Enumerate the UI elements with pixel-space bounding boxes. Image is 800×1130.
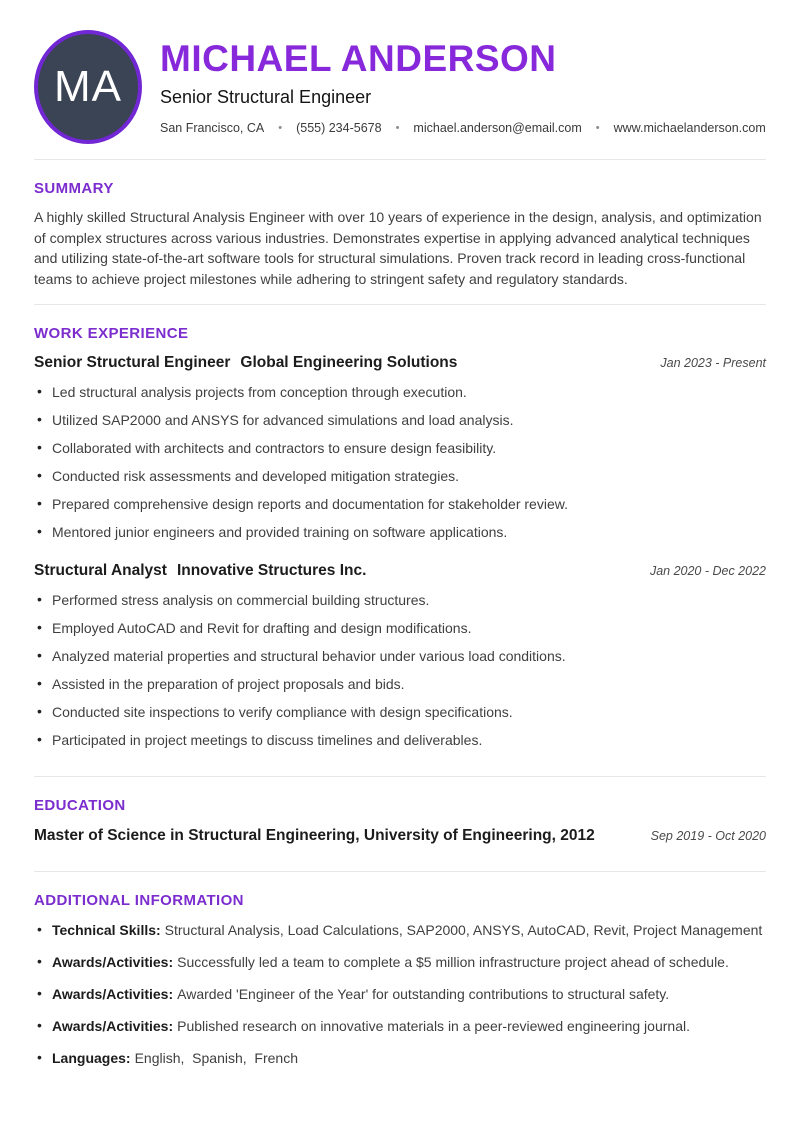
job-bullet-list: [34, 382, 766, 542]
job-header: [34, 354, 766, 372]
list-item: [34, 466, 766, 486]
job-title-company: [34, 354, 457, 372]
list-item: [34, 438, 766, 458]
list-item: [34, 382, 766, 402]
bullet-text: Collaborated with architects and contractors to ensure design feasibility.: [52, 440, 497, 456]
bullet-text: Analyzed material properties and structural behavior under various load conditions.: [52, 648, 566, 664]
bullet-text: Prepared comprehensive design reports and documentation for stakeholder review.: [52, 496, 568, 512]
separator-dot: •: [395, 122, 400, 134]
work-experience-heading: WORK EXPERIENCE: [34, 325, 189, 342]
summary-section: [34, 159, 766, 289]
summary-heading: SUMMARY: [34, 180, 114, 197]
item-text: Successfully led a team to complete a $5 million infrastructure project ahead of schedule.: [177, 954, 729, 970]
item-label: Technical Skills:: [52, 922, 161, 938]
summary-text: A highly skilled Structural Analysis Engineer with over 10 years of experience in the design, analysis, and optimization of complex structures across various industries. Demonstrates expertise in applying advanced analytical techniques and utilizing state-of-the-art software tools for structural simulations. Proven track record in leading cross-functional teams to achieve project milestones while adhering to stringent safety and regulatory standards.: [34, 209, 762, 287]
item-label: Awards/Activities:: [52, 986, 174, 1002]
candidate-name: MICHAEL ANDERSON: [160, 38, 557, 79]
job-role: Senior Structural Engineer: [34, 354, 231, 371]
list-item: [34, 522, 766, 542]
education-degree: Master of Science in Structural Engineering, University of Engineering, 2012: [34, 827, 595, 844]
professional-title: Senior Structural Engineer: [160, 87, 372, 107]
additional-information-section: [34, 871, 766, 1068]
item-text: English, Spanish, French: [134, 1050, 298, 1066]
work-experience-section: [34, 304, 766, 750]
job-dates: Jan 2020 - Dec 2022: [649, 564, 766, 578]
item-label: Awards/Activities:: [52, 1018, 174, 1034]
bullet-text: Utilized SAP2000 and ANSYS for advanced simulations and load analysis.: [52, 412, 514, 428]
education-heading: EDUCATION: [34, 797, 126, 814]
item-text: Published research on innovative materials in a peer-reviewed engineering journal.: [177, 1018, 690, 1034]
list-item: [34, 984, 766, 1004]
bullet-text: Mentored junior engineers and provided training on software applications.: [52, 524, 508, 540]
list-item: [34, 702, 766, 722]
bullet-text: Assisted in the preparation of project proposals and bids.: [52, 676, 405, 692]
item-text: Structural Analysis, Load Calculations, SAP2000, ANSYS, AutoCAD, Revit, Project Management: [164, 922, 763, 938]
list-item: [34, 494, 766, 514]
contact-phone: (555) 234-5678: [296, 121, 382, 135]
header-info: [160, 39, 766, 135]
bullet-text: Performed stress analysis on commercial building structures.: [52, 592, 430, 608]
avatar: [34, 30, 142, 144]
list-item: [34, 1016, 766, 1036]
list-item: [34, 590, 766, 610]
bullet-text: Employed AutoCAD and Revit for drafting and design modifications.: [52, 620, 472, 636]
separator-dot: •: [595, 122, 600, 134]
bullet-text: Conducted risk assessments and developed mitigation strategies.: [52, 468, 459, 484]
job-company: Innovative Structures Inc.: [176, 562, 367, 579]
education-dates: Sep 2019 - Oct 2020: [650, 829, 766, 843]
bullet-text: Conducted site inspections to verify compliance with design specifications.: [52, 704, 513, 720]
list-item: [34, 646, 766, 666]
job-title-company: [34, 562, 366, 580]
additional-info-list: [34, 920, 766, 1068]
additional-information-heading: ADDITIONAL INFORMATION: [34, 892, 244, 909]
contact-row: [160, 121, 766, 135]
job-dates: Jan 2023 - Present: [660, 356, 766, 370]
contact-email: michael.anderson@email.com: [413, 121, 582, 135]
job-header: [34, 562, 766, 580]
avatar-initials: MA: [54, 62, 122, 111]
education-section: [34, 776, 766, 845]
bullet-text: Participated in project meetings to discuss timelines and deliverables.: [52, 732, 483, 748]
education-entry: [34, 827, 766, 845]
item-label: Awards/Activities:: [52, 954, 174, 970]
job-entry: [34, 562, 766, 750]
separator-dot: •: [278, 122, 283, 134]
job-bullet-list: [34, 590, 766, 750]
bullet-text: Led structural analysis projects from conception through execution.: [52, 384, 467, 400]
item-text: Awarded 'Engineer of the Year' for outstanding contributions to structural safety.: [177, 986, 670, 1002]
job-role: Structural Analyst: [34, 562, 167, 579]
job-company: Global Engineering Solutions: [240, 354, 458, 371]
list-item: [34, 730, 766, 750]
list-item: [34, 410, 766, 430]
list-item: [34, 952, 766, 972]
list-item: [34, 1048, 766, 1068]
contact-website: www.michaelanderson.com: [613, 121, 766, 135]
job-entry: [34, 354, 766, 542]
list-item: [34, 920, 766, 940]
list-item: [34, 618, 766, 638]
resume-header: [34, 30, 766, 144]
list-item: [34, 674, 766, 694]
item-label: Languages:: [52, 1050, 131, 1066]
contact-location: San Francisco, CA: [160, 121, 265, 135]
